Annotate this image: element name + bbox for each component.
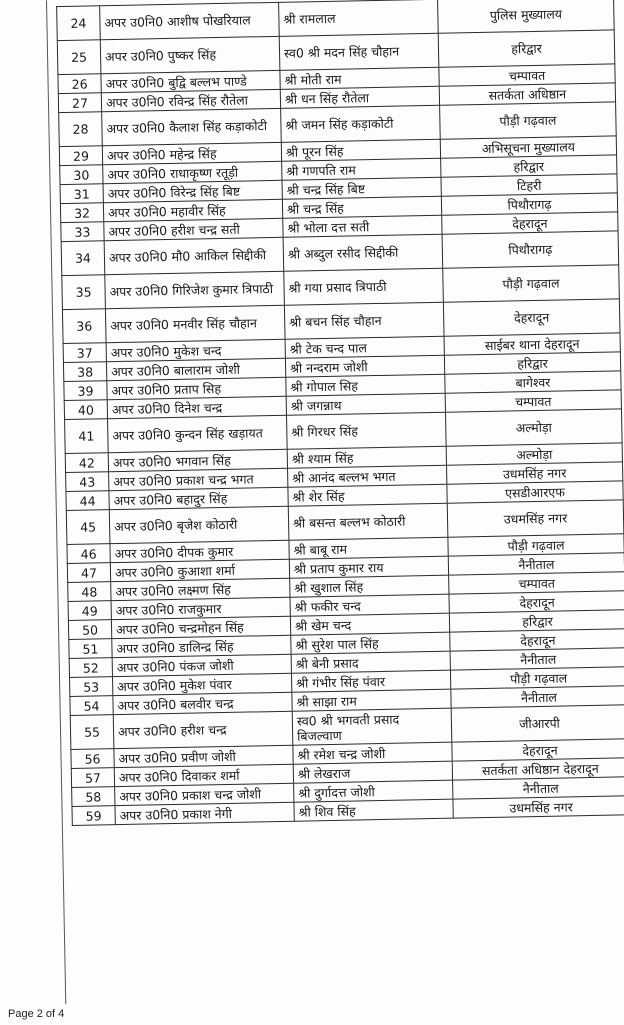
posting-cell: देहरादून [443, 299, 620, 336]
father-name-cell: श्री अब्दुल रसीद सिद्दीकी [283, 234, 443, 271]
name-cell: अपर उ0नि0 आशीष पोखरियाल [100, 2, 280, 39]
father-name-cell: श्री बसन्त बल्लभ कोठारी [288, 503, 448, 540]
name-cell: अपर उ0नि0 मुकेश चन्द [106, 339, 285, 361]
serial-number-cell: 48 [68, 582, 111, 602]
name-cell: अपर उ0नि0 मुकेश पंवार [112, 673, 291, 695]
serial-number-cell: 58 [72, 787, 115, 807]
father-name-cell: श्री मोती राम [280, 67, 439, 89]
name-cell: अपर उ0नि0 दिनेश चन्द्र [107, 396, 286, 418]
name-cell: अपर उ0नि0 गिरिजेश कुमार त्रिपाठी [105, 271, 285, 308]
posting-cell: उधमसिंह नगर [453, 796, 624, 818]
serial-number-cell: 56 [71, 749, 114, 769]
name-cell: अपर उ0नि0 दिवाकर शर्मा [114, 764, 293, 786]
father-name-cell: श्री आनंद बल्लभ भगत [288, 465, 447, 487]
serial-number-cell: 27 [58, 93, 101, 113]
father-name-cell: श्री पूरन सिंह [281, 139, 440, 161]
father-name-cell: श्री सुरेश पाल सिंह [291, 632, 450, 654]
posting-cell: हरिद्वार [438, 30, 615, 67]
serial-number-cell: 49 [68, 601, 111, 621]
serial-number-cell: 29 [59, 146, 102, 166]
father-name-cell: श्री गया प्रसाद त्रिपाठी [284, 268, 444, 305]
father-name-cell: श्री शिव सिंह [294, 799, 453, 821]
father-name-cell: श्री बेनी प्रसाद [291, 651, 450, 673]
father-name-cell: श्री साझा राम [292, 689, 451, 711]
father-name-cell: श्री धन सिंह रौतेला [280, 86, 439, 108]
father-name-cell: श्री लेखराज [293, 761, 452, 783]
father-name-cell: श्री खुशाल सिंह [290, 575, 449, 597]
serial-number-cell: 34 [61, 241, 105, 276]
name-cell: अपर उ0नि0 प्रकाश चन्द्र भगत [109, 468, 288, 490]
father-name-cell: श्री जगन्नाथ [286, 393, 445, 415]
posting-cell: पौड़ी गढ़वाल [448, 534, 624, 556]
father-name-cell: श्री फकीर चन्द [290, 594, 449, 616]
posting-cell: चम्पावत [445, 390, 621, 412]
posting-cell: पिथौरागढ़ [441, 193, 617, 215]
serial-number-cell: 59 [72, 806, 115, 826]
name-cell: अपर उ0नि0 लक्ष्मण सिंह [111, 578, 290, 600]
name-cell: अपर उ0नि0 प्रवीण जोशी [114, 745, 293, 767]
father-name-cell: श्री श्याम सिंह [287, 446, 446, 468]
father-name-cell: श्री खेम चन्द [290, 613, 449, 635]
name-cell: अपर उ0नि0 हरीश चन्द्र सती [104, 218, 283, 240]
father-name-cell: श्री गंभीर सिंह पंवार [291, 670, 450, 692]
father-name-cell: श्री प्रताप कुमार राय [289, 556, 448, 578]
father-name-cell: स्व0 श्री मदन सिंह चौहान [279, 33, 439, 70]
page-footer: Page 2 of 4 [8, 1008, 65, 1020]
serial-number-cell: 40 [64, 400, 107, 420]
posting-cell: हरिद्वार [441, 155, 617, 177]
name-cell: अपर उ0नि0 महेन्द्र सिंह [102, 142, 281, 164]
posting-cell: देहरादून [450, 629, 624, 651]
serial-number-cell: 55 [70, 715, 114, 750]
father-name-cell: श्री बचन सिंह चौहान [284, 302, 444, 339]
name-cell: अपर उ0नि0 डालिन्द्र सिंह [112, 635, 291, 657]
posting-cell: नैनीताल [450, 648, 624, 670]
posting-cell: एसडीआरएफ [447, 481, 623, 503]
serial-number-cell: 42 [65, 453, 108, 473]
father-name-cell: श्री रमेश चन्द्र जोशी [293, 742, 452, 764]
serial-number-cell: 35 [62, 275, 106, 310]
father-name-cell: श्री नन्दराम जोशी [285, 355, 444, 377]
name-cell: अपर उ0नि0 चन्द्रमोहन सिंह [111, 616, 290, 638]
serial-number-cell: 44 [66, 491, 109, 511]
name-cell: अपर उ0नि0 बृजेश कोठारी [109, 506, 289, 543]
father-name-cell: श्री चन्द्र सिंह बिष्ट [282, 177, 441, 199]
name-cell: अपर उ0नि0 प्रकाश चन्द्र जोशी [115, 783, 294, 805]
father-name-cell: श्री चन्द्र सिंह [282, 196, 441, 218]
serial-number-cell: 33 [61, 222, 104, 242]
father-name-cell: श्री गणपति राम [282, 158, 441, 180]
posting-cell: जीआरपी [451, 705, 624, 742]
name-cell: अपर उ0नि0 राजकुमार [111, 597, 290, 619]
posting-cell: उधमसिंह नगर [447, 462, 623, 484]
name-cell: अपर उ0नि0 मौ0 आकिल सिद्दीकी [104, 237, 284, 274]
serial-number-cell: 54 [70, 696, 113, 716]
posting-cell: उधमसिंह नगर [447, 500, 624, 537]
posting-cell: चम्पावत [439, 64, 615, 86]
father-name-cell: स्व0 श्री भगवती प्रसाद बिजल्वाण [292, 708, 452, 745]
serial-number-cell: 46 [67, 544, 110, 564]
personnel-table [56, 0, 624, 826]
serial-number-cell: 51 [69, 639, 112, 659]
name-cell: अपर उ0नि0 बुद्वि बल्लभ पाण्डे [101, 70, 280, 92]
serial-number-cell: 38 [63, 362, 106, 382]
serial-number-cell: 28 [59, 112, 103, 147]
name-cell: अपर उ0नि0 कुन्दन सिंह खड़ायत [108, 415, 288, 452]
posting-cell: देहरादून [449, 591, 624, 613]
serial-number-cell: 50 [68, 620, 111, 640]
name-cell: अपर उ0नि0 बलवीर चन्द्र [113, 692, 292, 714]
name-cell: अपर उ0नि0 रविन्द्र सिंह रौतेला [101, 89, 280, 111]
posting-cell: हरिद्वार [444, 352, 620, 374]
posting-cell: नैनीताल [448, 553, 624, 575]
posting-cell: नैनीताल [453, 777, 624, 799]
father-name-cell: श्री जमन सिंह कड़ाकोटी [281, 105, 441, 142]
posting-cell: टिहरी [441, 174, 617, 196]
posting-cell: अभिसूचना मुख्यालय [440, 136, 616, 158]
posting-cell: साईबर थाना देहरादून [444, 333, 620, 355]
serial-number-cell: 37 [63, 343, 106, 363]
posting-cell: बागेश्वर [445, 371, 621, 393]
father-name-cell: श्री गोपाल सिह [286, 374, 445, 396]
serial-number-cell: 36 [62, 309, 106, 344]
posting-cell: अल्मोड़ा [445, 409, 622, 446]
father-name-cell: श्री गिरधर सिंह [287, 412, 447, 449]
serial-number-cell: 26 [58, 74, 101, 94]
posting-cell: पिथौरागढ़ [442, 231, 619, 268]
posting-cell: सतर्कता अधिष्ठान देहरादून [452, 758, 624, 780]
father-name-cell: श्री भोला दत्त सती [283, 215, 442, 237]
father-name-cell: श्री रामलाल [279, 0, 439, 36]
name-cell: अपर उ0नि0 बहादुर सिंह [109, 487, 288, 509]
serial-number-cell: 39 [64, 381, 107, 401]
father-name-cell: श्री शेर सिंह [288, 484, 447, 506]
name-cell: अपर उ0नि0 पंकज जोशी [112, 654, 291, 676]
serial-number-cell: 45 [66, 510, 110, 545]
name-cell: अपर उ0नि0 बालाराम जोशी [106, 358, 285, 380]
posting-cell: देहरादून [452, 739, 624, 761]
posting-cell: चम्पावत [449, 572, 624, 594]
name-cell: अपर उ0नि0 दीपक कुमार [110, 540, 289, 562]
posting-cell: पौड़ी गढ़वाल [450, 667, 624, 689]
name-cell: अपर उ0नि0 विरेन्द्र सिंह बिष्ट [103, 180, 282, 202]
serial-number-cell: 24 [57, 6, 101, 41]
name-cell: अपर उ0नि0 भगवान सिंह [108, 449, 287, 471]
father-name-cell: श्री टेक चन्द पाल [285, 336, 444, 358]
name-cell: अपर उ0नि0 मनवीर सिंह चौहान [105, 305, 285, 342]
serial-number-cell: 47 [67, 563, 110, 583]
posting-cell: सतर्कता अधिष्ठान [439, 83, 615, 105]
serial-number-cell: 25 [57, 40, 101, 75]
father-name-cell: श्री दुर्गादत्त जोशी [294, 780, 453, 802]
posting-cell: देहरादून [442, 212, 618, 234]
father-name-cell: श्री बाबू राम [289, 537, 448, 559]
name-cell: अपर उ0नि0 कुआशा शर्मा [110, 559, 289, 581]
table-body [57, 0, 624, 825]
serial-number-cell: 31 [60, 184, 103, 204]
posting-cell: अल्मोड़ा [446, 443, 622, 465]
name-cell: अपर उ0नि0 हरीश चन्द्र [113, 711, 293, 748]
posting-cell: हरिद्वार [449, 610, 624, 632]
serial-number-cell: 57 [71, 768, 114, 788]
name-cell: अपर उ0नि0 प्रताप सिह [107, 377, 286, 399]
posting-cell: पौड़ी गढ़वाल [443, 265, 620, 302]
posting-cell: पौड़ी गढ़वाल [440, 102, 617, 139]
serial-number-cell: 52 [69, 658, 112, 678]
serial-number-cell: 53 [70, 677, 113, 697]
serial-number-cell: 43 [66, 472, 109, 492]
name-cell: अपर उ0नि0 कैलाश सिंह कड़ाकोटी [102, 108, 282, 145]
name-cell: अपर उ0नि0 पुष्कर सिंह [100, 36, 280, 73]
serial-number-cell: 41 [65, 419, 109, 454]
name-cell: अपर उ0नि0 महावीर सिंह [103, 199, 282, 221]
name-cell: अपर उ0नि0 राधाकृष्ण रतूड़ी [103, 161, 282, 183]
serial-number-cell: 30 [60, 165, 103, 185]
posting-cell: पुलिस मुख्यालय [438, 0, 615, 33]
posting-cell: नैनीताल [451, 686, 624, 708]
serial-number-cell: 32 [60, 203, 103, 223]
name-cell: अपर उ0नि0 प्रकाश नेगी [115, 802, 294, 824]
